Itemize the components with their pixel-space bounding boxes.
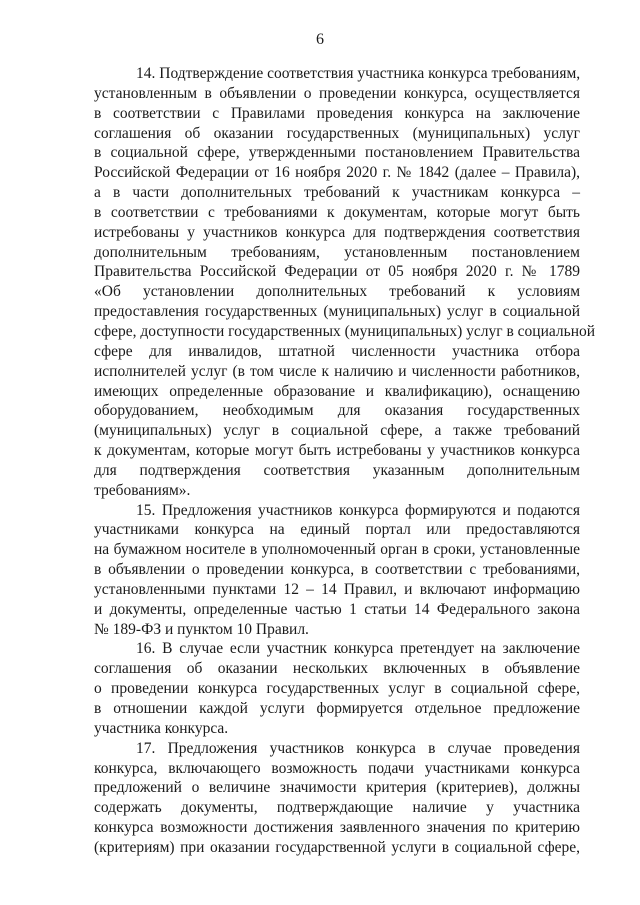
paragraph-line: в объявлении о проведении конкурса, в соответствии с требованиями,	[94, 561, 580, 579]
paragraph-line: 16. В случае если участник конкурса претендует на заключение	[136, 640, 580, 658]
paragraph-line: (муниципальных) услуг в социальной сфере, а также требований	[94, 422, 580, 440]
paragraph-16	[94, 639, 580, 738]
paragraph-line: участниками конкурса на единый портал или предоставляются	[94, 521, 580, 539]
paragraph-line: 14. Подтверждение соответствия участника конкурса требованиям,	[136, 65, 581, 82]
paragraph-line: в соответствии с требованиями к документам, которые могут быть	[94, 203, 580, 221]
paragraph-line: соглашения об оказании государственных (муниципальных) услуг	[94, 124, 580, 142]
paragraph-line: предложений о величине значимости критерия (критериев), должны	[94, 779, 580, 797]
paragraph-line: конкурса, включающего возможность подачи участниками конкурса	[94, 759, 580, 777]
paragraph-line: в соответствии с Правилами проведения конкурса на заключение	[94, 104, 580, 122]
paragraph-line: сфере для инвалидов, штатной численности участника отбора	[94, 342, 580, 360]
paragraph-line: содержать документы, подтверждающие наличие у участника	[94, 799, 580, 817]
paragraph-line: а в части дополнительных требований к участникам конкурса –	[94, 184, 580, 202]
paragraph-line: требованиям».	[94, 481, 191, 499]
paragraph-line: «Об установлении дополнительных требований к условиям	[94, 283, 580, 301]
paragraph-line: в социальной сфере, утвержденными постановлением Правительства	[94, 144, 580, 162]
paragraph-line: на бумажном носителе в уполномоченный орган в сроки, установленные	[94, 541, 580, 559]
paragraph-line: сфере, доступности государственных (муниципальных) услуг в социальной	[94, 322, 596, 340]
paragraph-line: к документам, которые могут быть истребованы у участников конкурса	[94, 442, 580, 460]
paragraph-line: Российской Федерации от 16 ноября 2020 г. № 1842 (далее – Правила),	[94, 164, 580, 182]
paragraph-line: 15. Предложения участников конкурса формируются и подаются	[136, 501, 580, 519]
paragraph-15	[94, 501, 580, 640]
paragraph-line: № 189-ФЗ и пунктом 10 Правил.	[94, 620, 309, 638]
paragraph-line: исполнителей услуг (в том числе к наличию и численности работников,	[94, 362, 580, 380]
paragraph-line: оборудованием, необходимым для оказания государственных	[94, 402, 580, 420]
paragraph-line: и документы, определенные частью 1 статьи 14 Федерального закона	[94, 600, 580, 618]
document-body	[94, 64, 596, 858]
paragraph-line: о проведении конкурса государственных услуг в социальной сфере,	[94, 680, 580, 698]
paragraph-line: участника конкурса.	[94, 719, 229, 737]
paragraph-line: для подтверждения соответствия указанным дополнительным	[94, 461, 580, 479]
paragraph-line: Правительства Российской Федерации от 05 ноября 2020 г. № 1789	[94, 263, 580, 281]
paragraph-line: (критериям) при оказании государственной услуги в социальной сфере,	[94, 838, 580, 856]
paragraph-14	[94, 64, 596, 501]
paragraph-line: 17. Предложения участников конкурса в случае проведения	[136, 739, 580, 757]
paragraph-line: дополнительным требованиям, установленным постановлением	[94, 243, 580, 261]
page-number: 6	[316, 31, 324, 48]
paragraph-line: установленными пунктами 12 – 14 Правил, и включают информацию	[94, 580, 580, 598]
paragraph-line: установленным в объявлении о проведении конкурса, осуществляется	[94, 84, 580, 102]
paragraph-line: имеющих определенные образование и квалификацию), оснащению	[94, 382, 580, 400]
paragraph-17	[94, 739, 580, 858]
paragraph-line: истребованы у участников конкурса для подтверждения соответствия	[94, 223, 580, 241]
paragraph-line: конкурса возможности достижения заявленного значения по критерию	[94, 819, 580, 837]
paragraph-line: соглашения об оказании нескольких включенных в объявление	[94, 660, 580, 678]
paragraph-line: в отношении каждой услуги формируется отдельное предложение	[94, 700, 580, 717]
paragraph-line: предоставления государственных (муниципальных) услуг в социальной	[94, 303, 580, 321]
